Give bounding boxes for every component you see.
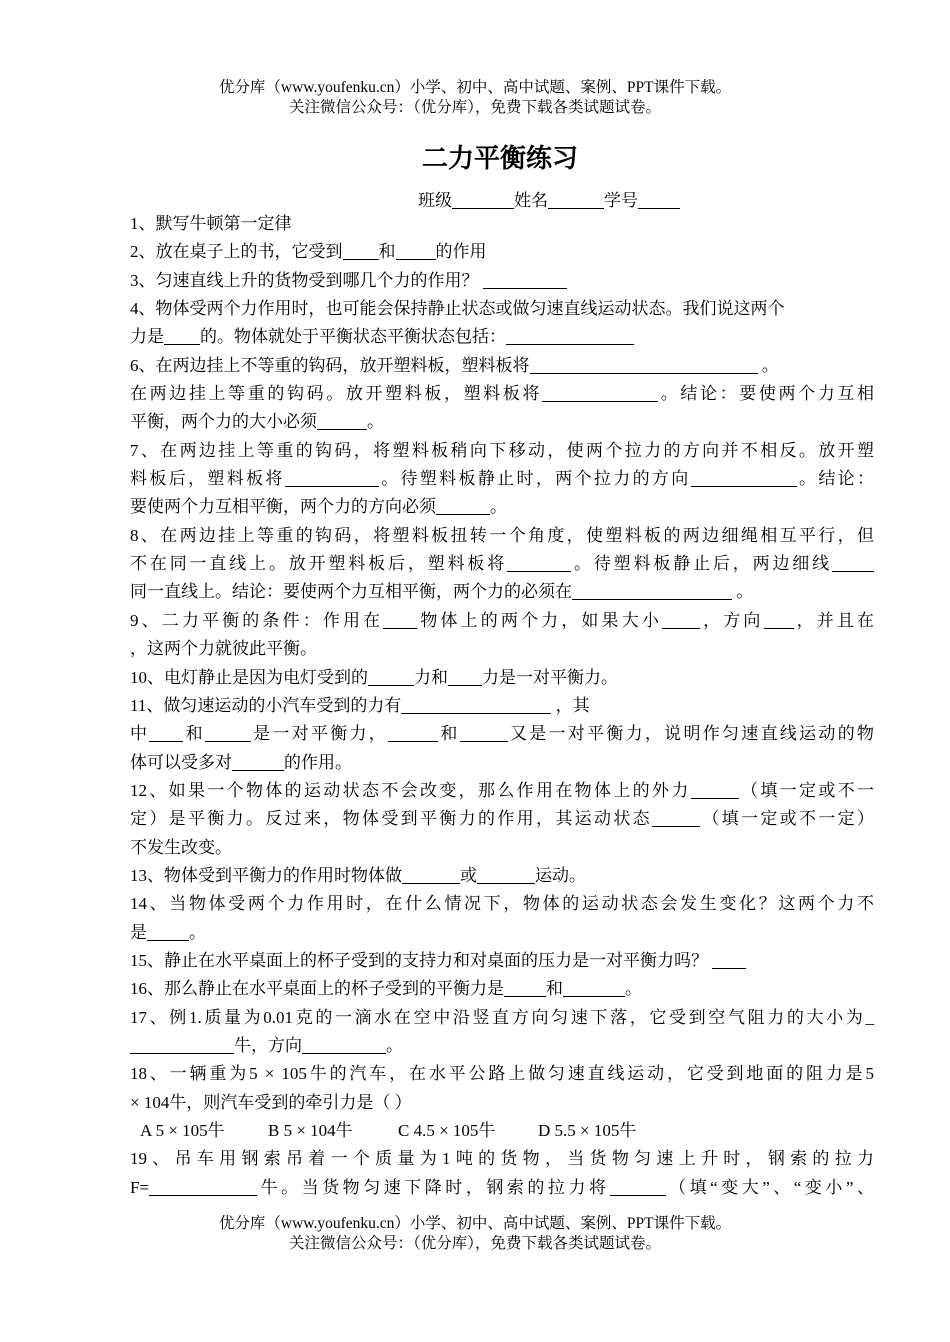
option-c: C 4.5 × 105牛 bbox=[398, 1121, 496, 1140]
q17-blank-1 bbox=[130, 1037, 234, 1054]
q6-line-1: 6、在两边挂上不等重的钩码，放开塑料板，塑料板将 。 bbox=[130, 355, 779, 375]
q11-blank-2 bbox=[149, 725, 183, 742]
q16-blank-1 bbox=[504, 980, 546, 997]
q19-line-2: F= 牛。当货物匀速下降时，钢索的拉力将 （填“变大”、“变小”、 bbox=[130, 1177, 875, 1197]
q18-line-2: × 104牛，则汽车受到的牵引力是（ ） bbox=[130, 1092, 412, 1112]
q9-blank-2 bbox=[662, 612, 700, 629]
option-d: D 5.5 × 105牛 bbox=[538, 1121, 637, 1140]
q13: 13、物体受到平衡力的作用时物体做 或 运动。 bbox=[130, 865, 586, 885]
q7-line-1: 7、在两边挂上等重的钩码，将塑料板稍向下移动，使两个拉力的方向并不相反。放开塑 bbox=[130, 440, 874, 460]
q19-line-1: 19、吊车用钢索吊着一个质量为1吨的货物，当货物匀速上升时，钢索的拉力 bbox=[130, 1149, 874, 1169]
q4-blank-1 bbox=[164, 328, 200, 345]
q12-line-2: 定）是平衡力。反过来，物体受到平衡力的作用，其运动状态 （填一定或不一定） bbox=[130, 809, 874, 829]
q10: 10、电灯静止是因为电灯受到的 力和 力是一对平衡力。 bbox=[130, 667, 618, 687]
q14-blank bbox=[147, 924, 189, 941]
name-label: 姓名 bbox=[514, 191, 548, 210]
q6-blank-3 bbox=[317, 413, 367, 430]
q12-line-3: 不发生改变。 bbox=[130, 837, 232, 857]
q9-blank-1 bbox=[383, 612, 417, 629]
page-title: 二力平衡练习 bbox=[421, 144, 578, 174]
q15: 15、静止在水平桌面上的杯子受到的支持力和对桌面的压力是一对平衡力吗？ bbox=[130, 947, 874, 975]
q17-blank-2 bbox=[302, 1037, 386, 1054]
q10-blank-1 bbox=[368, 669, 414, 686]
q11-line-2: 中 和 是一对平衡力， 和 又是一对平衡力，说明作匀速直线运动的物 bbox=[130, 724, 874, 744]
option-b: B 5 × 104牛 bbox=[268, 1121, 353, 1140]
q17-line-2: 牛，方向 。 bbox=[130, 1032, 874, 1060]
q4-line-2: 力是 的。物体就处于平衡状态平衡状态包括： bbox=[130, 323, 874, 351]
q18-options bbox=[130, 1117, 874, 1145]
q11-line-3: 体可以受多对 的作用。 bbox=[130, 752, 352, 772]
q13-blank-1 bbox=[402, 867, 460, 884]
q3-blank bbox=[483, 272, 567, 289]
q8-line-1: 8、在两边挂上等重的钩码，将塑料板扭转一个角度，使塑料板的两边细绳相互平行，但 bbox=[130, 525, 874, 545]
q11-blank-4 bbox=[388, 725, 438, 742]
q11-line-1: 11、做匀速运动的小汽车受到的力有 ，其 bbox=[130, 695, 590, 715]
number-label: 学号 bbox=[604, 191, 638, 210]
q7-blank-3 bbox=[436, 498, 490, 515]
question-list bbox=[130, 210, 874, 1202]
q8-line-3: 同一直线上。结论：要使两个力互相平衡，两个力的必须在 。 bbox=[130, 582, 754, 602]
q18-line-1: 18、一辆重为5 × 105牛的汽车，在水平公路上做匀速直线运动，它受到地面的阻力是5 bbox=[130, 1064, 874, 1084]
class-blank bbox=[452, 192, 514, 209]
q17-line-1: 17、例1.质量为0.01克的一滴水在空中沿竖直方向匀速下落，它受到空气阻力的大小为_ bbox=[130, 1007, 874, 1027]
number-blank bbox=[638, 192, 680, 209]
q8-blank-2 bbox=[832, 555, 874, 572]
q16: 16、那么静止在水平桌面上的杯子受到的平衡力是 和 。 bbox=[130, 979, 642, 999]
option-a: A 5 × 105牛 bbox=[140, 1121, 225, 1140]
q10-blank-2 bbox=[448, 669, 482, 686]
q2-blank-1 bbox=[343, 243, 379, 260]
q19-blank-1 bbox=[149, 1179, 257, 1196]
q11-blank-5 bbox=[460, 725, 508, 742]
q8-blank-1 bbox=[507, 555, 571, 572]
q6-blank-1 bbox=[530, 357, 758, 374]
q16-blank-2 bbox=[563, 980, 625, 997]
q6-blank-2 bbox=[542, 385, 658, 402]
q4-line-1: 4、物体受两个力作用时，也可能会保持静止状态或做匀速直线运动状态。我们说这两个 bbox=[130, 299, 785, 319]
q6-line-3: 平衡，两个力的大小必须 。 bbox=[130, 412, 384, 432]
q7-blank-2 bbox=[691, 470, 797, 487]
q12-blank-2 bbox=[652, 810, 700, 827]
q7-line-2: 料板后，塑料板将 。待塑料板静止时，两个拉力的方向 。结论： bbox=[130, 469, 875, 489]
name-blank bbox=[548, 192, 604, 209]
q8-line-2: 不在同一直线上。放开塑料板后，塑料板将 。待塑料板静止后，两边细线 bbox=[130, 550, 874, 578]
footer-line-2: 关注微信公众号：（优分库），免费下载各类试题试卷。 bbox=[288, 1235, 661, 1252]
q12-line-1: 12、如果一个物体的运动状态不会改变，那么作用在物体上的外力 （填一定或不一 bbox=[130, 780, 875, 800]
q12-blank-1 bbox=[691, 782, 739, 799]
q2-blank-2 bbox=[396, 243, 436, 260]
q14-line-1: 14、当物体受两个力作用时，在什么情况下，物体的运动状态会发生变化？这两个力不 bbox=[130, 894, 874, 914]
q19-blank-2 bbox=[610, 1179, 666, 1196]
footer-line-1: 优分库（www.youfenku.cn）小学、初中、高中试题、案例、PPT课件下载。 bbox=[218, 1215, 732, 1232]
q7-blank-1 bbox=[285, 470, 379, 487]
q8-blank-3 bbox=[572, 583, 732, 600]
student-info bbox=[418, 186, 680, 211]
class-label: 班级 bbox=[418, 191, 452, 210]
q11-blank-6 bbox=[232, 754, 284, 771]
q9-line-2: ，这两个力就彼此平衡。 bbox=[130, 639, 317, 659]
q3: 3、匀速直线上升的货物受到哪几个力的作用？ bbox=[130, 267, 874, 295]
q7-line-3: 要使两个力互相平衡，两个力的方向必须 。 bbox=[130, 497, 507, 517]
header-line-2: 关注微信公众号：（优分库），免费下载各类试题试卷。 bbox=[288, 99, 661, 116]
q15-blank bbox=[712, 952, 746, 969]
q2: 2、放在桌子上的书，它受到 和 的作用 bbox=[130, 242, 487, 262]
q14-line-2: 是 。 bbox=[130, 922, 206, 942]
q13-blank-2 bbox=[477, 867, 535, 884]
q9-line-1: 9、二力平衡的条件：作用在 物体上的两个力，如果大小 ，方向 ，并且在 bbox=[130, 610, 875, 630]
q11-blank-1 bbox=[401, 697, 551, 714]
q6-line-2: 在两边挂上等重的钩码。放开塑料板，塑料板将 。结论：要使两个力互相 bbox=[130, 384, 874, 404]
q9-blank-3 bbox=[764, 612, 794, 629]
q1: 1、默写牛顿第一定律 bbox=[130, 214, 292, 233]
q11-blank-3 bbox=[205, 725, 251, 742]
q4-blank-2 bbox=[506, 328, 634, 345]
header-line-1: 优分库（www.youfenku.cn）小学、初中、高中试题、案例、PPT课件下载。 bbox=[218, 79, 732, 96]
